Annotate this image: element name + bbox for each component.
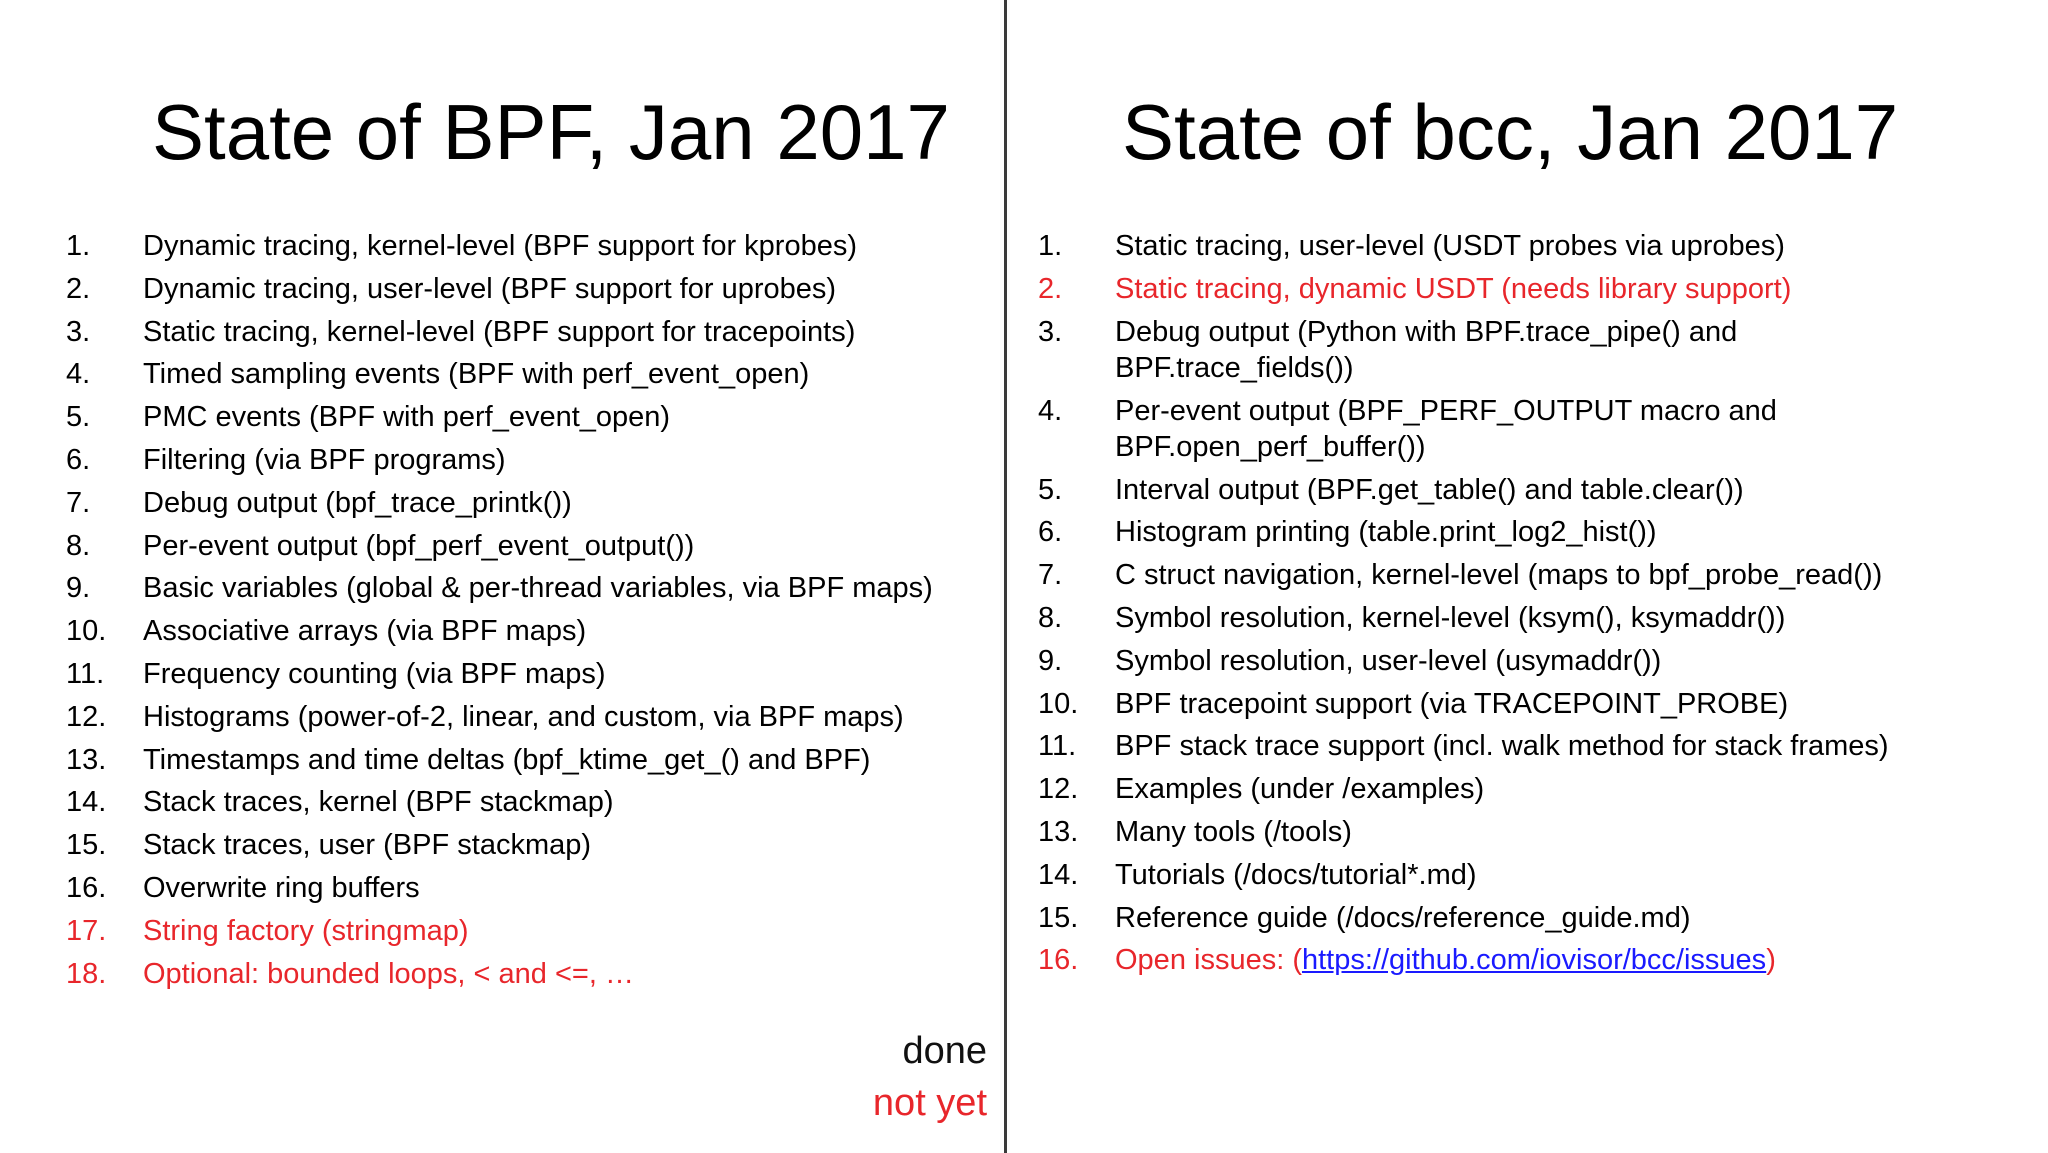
item-number: 14.	[1038, 858, 1079, 891]
bcc-item-16	[1038, 942, 2018, 985]
item-number: 12.	[1038, 773, 1079, 806]
bpf-item-6	[66, 442, 996, 485]
item-number: 7.	[66, 486, 91, 519]
item-text: Static tracing, dynamic USDT (needs library support)	[1115, 272, 1792, 305]
bcc-item-4	[1038, 393, 2018, 472]
item-number: 13.	[66, 743, 107, 776]
item-text: BPF stack trace support (incl. walk method for stack frames)	[1115, 730, 1889, 763]
bcc-item-5	[1038, 472, 2018, 515]
item-number: 10.	[1038, 687, 1079, 720]
item-number: 1.	[1038, 230, 1063, 262]
bcc-item-12	[1038, 771, 2018, 814]
item-number: 7.	[1038, 559, 1063, 592]
item-number: 17.	[66, 914, 107, 947]
item-text: Overwrite ring buffers	[143, 871, 420, 904]
item-text: Symbol resolution, user-level (usymaddr())	[1115, 644, 1662, 677]
item-number: 4.	[1038, 394, 1063, 427]
bpf-item-5	[66, 399, 996, 442]
bpf-item-16	[66, 870, 996, 913]
item-number: 12.	[66, 700, 107, 733]
item-number: 3.	[66, 315, 91, 348]
item-number: 15.	[66, 829, 107, 862]
item-text: Per-event output (bpf_perf_event_output())	[143, 529, 695, 562]
item-text: Dynamic tracing, kernel-level (BPF support for kprobes)	[143, 230, 857, 262]
bcc-item-10	[1038, 686, 2018, 729]
item-number: 1.	[66, 230, 91, 262]
bpf-feature-list	[66, 228, 996, 998]
bpf-item-1	[66, 228, 996, 271]
item-text: Associative arrays (via BPF maps)	[143, 615, 587, 648]
bpf-item-10	[66, 613, 996, 656]
item-number: 2.	[1038, 272, 1063, 305]
issues-link[interactable]: https://github.com/iovisor/bcc/issues	[1301, 944, 1767, 977]
item-text: BPF tracepoint support (via TRACEPOINT_PROBE)	[1115, 687, 1789, 720]
bcc-item-7	[1038, 557, 2018, 600]
item-text: Examples (under /examples)	[1115, 773, 1485, 806]
bcc-item-9	[1038, 643, 2018, 686]
item-number: 5.	[66, 401, 91, 434]
column-divider	[1004, 0, 1007, 1153]
bcc-item-11	[1038, 728, 2018, 771]
item-text: Stack traces, kernel (BPF stackmap)	[143, 786, 614, 819]
bpf-item-3	[66, 314, 996, 357]
item-number: 6.	[1038, 516, 1063, 549]
bpf-item-15	[66, 827, 996, 870]
bpf-item-18	[66, 956, 996, 999]
item-number: 6.	[66, 443, 91, 476]
item-text: C struct navigation, kernel-level (maps to bpf_probe_read())	[1115, 559, 1883, 592]
open-issues-prefix: Open issues: (	[1115, 944, 1302, 977]
bpf-item-8	[66, 528, 996, 571]
item-text: Static tracing, user-level (USDT probes via uprobes)	[1115, 230, 1785, 262]
item-text: Debug output (bpf_trace_printk())	[143, 486, 572, 519]
bcc-item-6	[1038, 514, 2018, 557]
item-text: Debug output (Python with BPF.trace_pipe() and BPF.trace_fields())	[1115, 315, 1738, 384]
item-text: Many tools (/tools)	[1115, 815, 1352, 848]
bcc-title: State of bcc, Jan 2017	[1122, 88, 1899, 176]
bpf-item-7	[66, 485, 996, 528]
item-text: Per-event output (BPF_PERF_OUTPUT macro and BPF.open_perf_buffer())	[1115, 394, 1777, 463]
bpf-item-12	[66, 699, 996, 742]
item-text: Optional: bounded loops, < and <=, …	[143, 957, 634, 990]
item-number: 8.	[66, 529, 91, 562]
bpf-item-13	[66, 742, 996, 785]
bpf-item-4	[66, 356, 996, 399]
item-number: 16.	[1038, 944, 1079, 977]
item-number: 18.	[66, 957, 107, 990]
item-text	[1115, 942, 1776, 985]
item-number: 13.	[1038, 815, 1079, 848]
bpf-item-2	[66, 271, 996, 314]
item-text: PMC events (BPF with perf_event_open)	[143, 401, 671, 434]
item-text: Basic variables (global & per-thread variables, via BPF maps)	[143, 572, 933, 605]
item-number: 11.	[66, 657, 105, 690]
item-number: 2.	[66, 272, 91, 305]
item-text: Histogram printing (table.print_log2_hist())	[1115, 516, 1657, 549]
item-text: Symbol resolution, kernel-level (ksym(), ksymaddr())	[1115, 601, 1786, 634]
item-text: Histograms (power-of-2, linear, and custom, via BPF maps)	[143, 700, 904, 733]
bcc-item-13	[1038, 814, 2018, 857]
item-text: Timed sampling events (BPF with perf_event_open)	[143, 358, 810, 391]
item-text: Static tracing, kernel-level (BPF support for tracepoints)	[143, 315, 856, 348]
item-text: Filtering (via BPF programs)	[143, 443, 506, 476]
open-issues-suffix: )	[1766, 944, 1776, 977]
bcc-item-3	[1038, 314, 2018, 393]
item-text: Stack traces, user (BPF stackmap)	[143, 829, 592, 862]
bcc-item-1	[1038, 228, 2018, 271]
item-number: 14.	[66, 786, 107, 819]
bpf-item-11	[66, 656, 996, 699]
item-text: Interval output (BPF.get_table() and table.clear())	[1115, 473, 1744, 506]
bpf-item-9	[66, 570, 996, 613]
bcc-item-14	[1038, 857, 2018, 900]
item-text: Dynamic tracing, user-level (BPF support for uprobes)	[143, 272, 837, 305]
item-number: 16.	[66, 871, 107, 904]
legend-done: done	[902, 1030, 987, 1072]
item-number: 8.	[1038, 601, 1063, 634]
bcc-item-8	[1038, 600, 2018, 643]
bpf-title: State of BPF, Jan 2017	[152, 88, 950, 176]
bpf-item-14	[66, 784, 996, 827]
legend-not-yet: not yet	[872, 1082, 987, 1124]
item-number: 11.	[1038, 730, 1077, 763]
item-number: 15.	[1038, 901, 1079, 934]
item-number: 9.	[66, 572, 91, 605]
item-text: Frequency counting (via BPF maps)	[143, 657, 606, 690]
bcc-item-15	[1038, 900, 2018, 943]
item-number: 4.	[66, 358, 91, 391]
item-text: Tutorials (/docs/tutorial*.md)	[1115, 858, 1477, 891]
bcc-item-2	[1038, 271, 2018, 314]
item-number: 9.	[1038, 644, 1063, 677]
item-number: 5.	[1038, 473, 1063, 506]
bcc-feature-list	[1038, 228, 2018, 985]
item-number: 10.	[66, 615, 107, 648]
item-text: Reference guide (/docs/reference_guide.md)	[1115, 901, 1691, 934]
bpf-item-17	[66, 913, 996, 956]
item-text: String factory (stringmap)	[143, 914, 469, 947]
item-number: 3.	[1038, 315, 1063, 348]
item-text: Timestamps and time deltas (bpf_ktime_get_() and BPF)	[143, 743, 871, 776]
